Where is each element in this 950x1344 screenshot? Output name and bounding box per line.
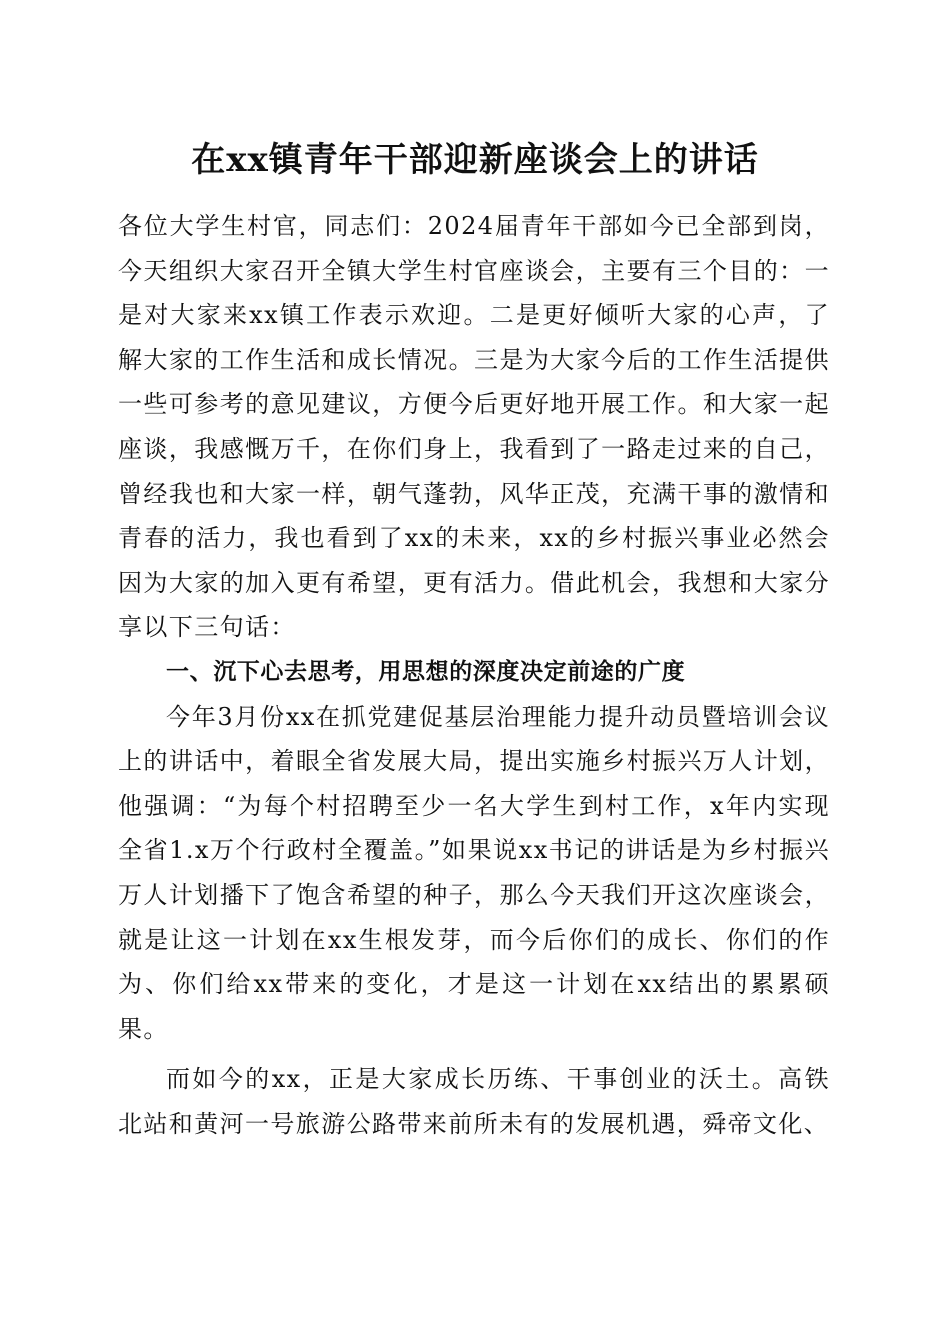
- body-paragraph: 而如今的xx，正是大家成长历练、干事创业的沃土。高铁北站和黄河一号旅游公路带来前所未有的发展机遇，舜帝文化、: [118, 1065, 830, 1138]
- document-title: 在xx镇青年干部迎新座谈会上的讲话: [191, 140, 759, 180]
- body-paragraph: 今年3月份xx在抓党建促基层治理能力提升动员暨培训会议上的讲话中，着眼全省发展大局，提出实施乡村振兴万人计划，他强调：“为每个村招聘至少一名大学生到村工作，x年内实现全省1.x万个行政村全覆盖。”如果说xx书记的讲话是为乡村振兴万人计划播下了饱含希望的种子，那么今天我们开这次座谈会，就是让这一计划在xx生根发芽，而今后你们的成长、你们的作为、你们给xx带来的变化，才是这一计划在xx结出的累累硕果。: [118, 702, 830, 1043]
- document-body: [118, 204, 830, 1146]
- section-heading-1: 一、沉下心去思考，用思想的深度决定前途的广度: [166, 658, 686, 685]
- opening-paragraph: 各位大学生村官，同志们：2024届青年干部如今已全部到岗，今天组织大家召开全镇大学生村官座谈会，主要有三个目的：一是对大家来xx镇工作表示欢迎。二是更好倾听大家的心声，了解大家的工作生活和成长情况。三是为大家今后的工作生活提供一些可参考的意见建议，方便今后更好地开展工作。和大家一起座谈，我感慨万千，在你们身上，我看到了一路走过来的自己，曾经我也和大家一样，朝气蓬勃，风华正茂，充满干事的激情和青春的活力，我也看到了xx的未来，xx的乡村振兴事业必然会因为大家的加入更有希望，更有活力。借此机会，我想和大家分享以下三句话：: [118, 212, 830, 642]
